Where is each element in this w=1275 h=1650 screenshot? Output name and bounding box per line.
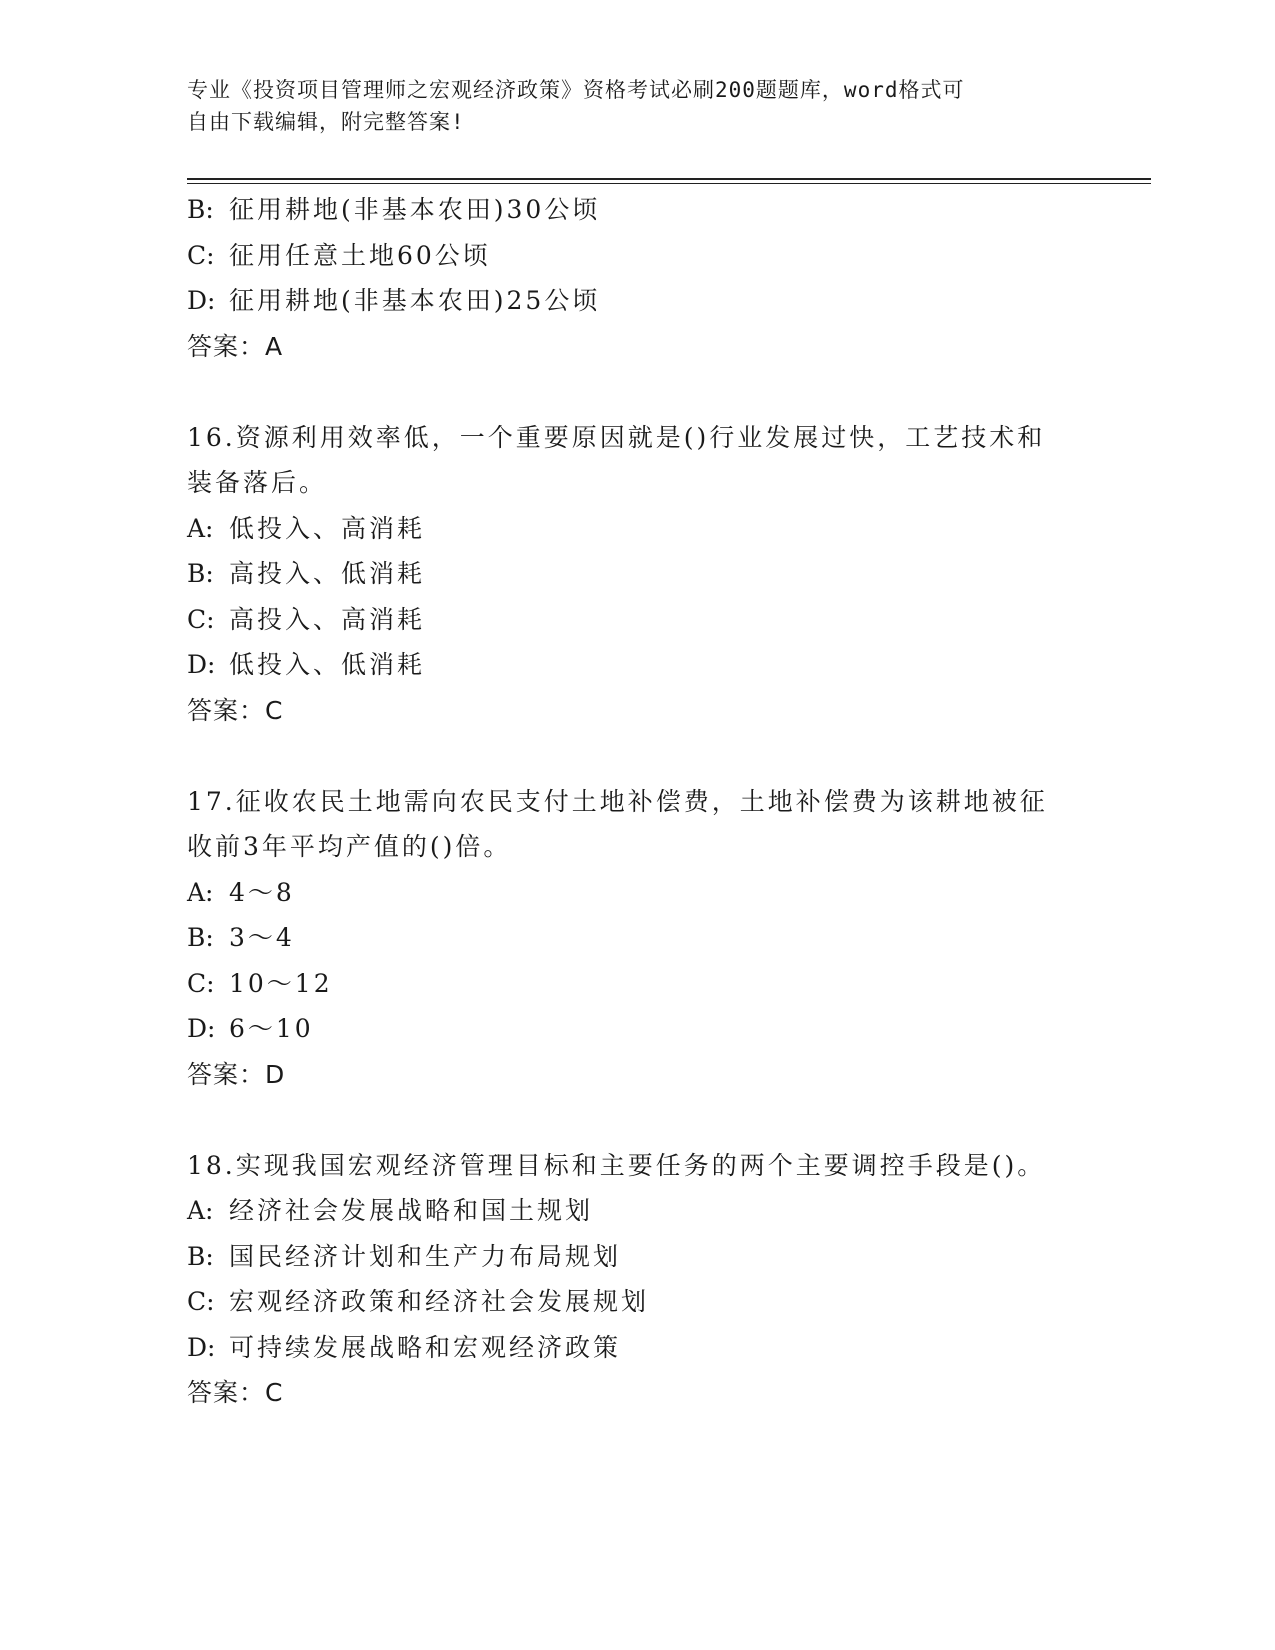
question-15-tail bbox=[187, 187, 1107, 369]
option-key: B: bbox=[187, 195, 214, 224]
option-text: 低投入、高消耗 bbox=[229, 513, 426, 543]
option-text: 6～10 bbox=[229, 1014, 314, 1043]
header-line-1: 专业《投资项目管理师之宏观经济政策》资格考试必刷200题题库，word格式可 bbox=[187, 78, 965, 102]
answer-label: 答案：C bbox=[187, 695, 284, 725]
option-c bbox=[187, 597, 1107, 643]
option-key: C: bbox=[187, 1287, 215, 1316]
question-stem-line-1: 17.征收农民土地需向农民支付土地补偿费，土地补偿费为该耕地被征 bbox=[187, 786, 1048, 816]
option-c bbox=[187, 961, 1107, 1007]
spacer bbox=[187, 1097, 1107, 1143]
option-text: 征用耕地(非基本农田)25公顷 bbox=[229, 286, 601, 315]
question-17 bbox=[187, 779, 1107, 1098]
question-stem-line-2: 收前3年平均产值的()倍。 bbox=[187, 832, 512, 861]
question-stem-line-2: 装备落后。 bbox=[187, 468, 328, 497]
option-text: 征用任意土地60公顷 bbox=[229, 240, 491, 270]
answer-label: 答案：A bbox=[187, 331, 284, 361]
option-c bbox=[187, 233, 1107, 279]
question-stem-line-1: 18.实现我国宏观经济管理目标和主要任务的两个主要调控手段是()。 bbox=[187, 1150, 1046, 1180]
option-key: A: bbox=[187, 1196, 214, 1225]
spacer bbox=[187, 733, 1107, 779]
option-a bbox=[187, 506, 1107, 552]
option-text: 高投入、低消耗 bbox=[229, 559, 426, 588]
option-text: 征用耕地(非基本农田)30公顷 bbox=[229, 195, 601, 224]
option-d bbox=[187, 642, 1107, 688]
document-header bbox=[187, 74, 1087, 138]
option-text: 3～4 bbox=[229, 923, 295, 952]
option-key: D: bbox=[187, 1014, 216, 1043]
question-16 bbox=[187, 415, 1107, 734]
question-18 bbox=[187, 1143, 1107, 1416]
answer-label: 答案：D bbox=[187, 1059, 286, 1089]
option-text: 4～8 bbox=[229, 877, 295, 907]
option-key: C: bbox=[187, 604, 215, 634]
option-key: C: bbox=[187, 240, 215, 270]
option-text: 国民经济计划和生产力布局规划 bbox=[229, 1241, 622, 1271]
option-key: C: bbox=[187, 968, 215, 998]
option-a bbox=[187, 1188, 1107, 1234]
option-d bbox=[187, 278, 1107, 324]
spacer bbox=[187, 369, 1107, 415]
option-key: D: bbox=[187, 650, 216, 679]
option-text: 可持续发展战略和宏观经济政策 bbox=[229, 1332, 622, 1362]
option-a bbox=[187, 870, 1107, 916]
option-b bbox=[187, 187, 1107, 233]
option-text: 宏观经济政策和经济社会发展规划 bbox=[229, 1287, 650, 1316]
option-key: D: bbox=[187, 1332, 216, 1362]
option-key: B: bbox=[187, 1241, 214, 1271]
option-c bbox=[187, 1279, 1107, 1325]
header-divider-thin bbox=[187, 183, 1151, 184]
option-d bbox=[187, 1325, 1107, 1371]
header-divider-thick bbox=[187, 178, 1151, 180]
option-key: D: bbox=[187, 286, 216, 315]
option-text: 高投入、高消耗 bbox=[229, 604, 426, 634]
option-key: B: bbox=[187, 923, 214, 952]
option-b bbox=[187, 551, 1107, 597]
option-key: A: bbox=[187, 513, 214, 543]
question-stem-line-1: 16.资源利用效率低，一个重要原因就是()行业发展过快，工艺技术和 bbox=[187, 422, 1046, 452]
option-text: 低投入、低消耗 bbox=[229, 650, 426, 679]
option-text: 10～12 bbox=[229, 968, 333, 998]
option-b bbox=[187, 1234, 1107, 1280]
answer-label: 答案：C bbox=[187, 1378, 284, 1407]
option-key: B: bbox=[187, 559, 214, 588]
option-d bbox=[187, 1006, 1107, 1052]
option-key: A: bbox=[187, 877, 214, 907]
question-list bbox=[187, 187, 1107, 1416]
option-text: 经济社会发展战略和国土规划 bbox=[229, 1196, 594, 1225]
option-b bbox=[187, 915, 1107, 961]
header-line-2: 自由下载编辑，附完整答案! bbox=[187, 110, 465, 134]
